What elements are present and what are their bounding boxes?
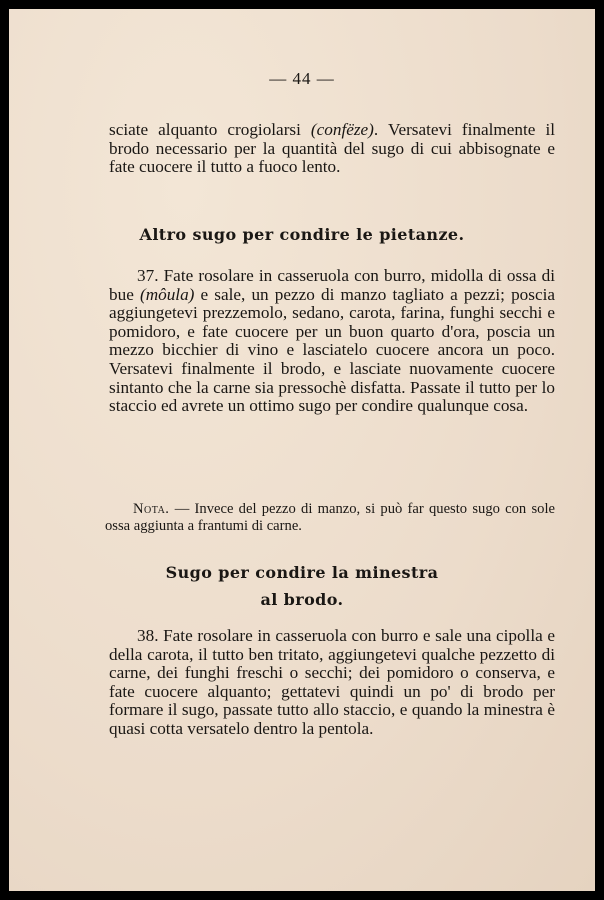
intro-text-after: . Versatevi finalmente il brodo necessario per la quantità del sugo di cui abbisognate e fate cuocere il tutto a fuoco lento. bbox=[109, 120, 555, 177]
nota-label: Nota. bbox=[133, 501, 170, 517]
heading-sugo-minestra-line1: Sugo per condire la minestra bbox=[165, 563, 439, 582]
book-page bbox=[9, 9, 595, 891]
nota-paragraph bbox=[105, 501, 555, 535]
intro-italic-term: (confëze) bbox=[310, 120, 374, 139]
heading-sugo-minestra-line2: al brodo. bbox=[260, 590, 344, 609]
recipe-37-text-before: 37. Fate rosolare in casseruola con burro, midolla di ossa di bue bbox=[109, 266, 555, 304]
recipe-37-text-after: e sale, un pezzo di manzo tagliato a pezzi; poscia aggiungetevi prezzemolo, sedano, carota, farina, funghi secchi e pomidoro, e fate cuocere per un buon quarto d'ora, poscia un mezzo bicchier di vino e lasciatelo cuocere ancora un poco. Versatevi finalmente il brodo, e lasciate nuovamente cuocere sintanto che la carne sia pressochè disfatta. Passate il tutto per lo staccio ed avrete un ottimo sugo per condire qualunque cosa. bbox=[109, 284, 555, 416]
heading-altro-sugo: Altro sugo per condire le pietanze. bbox=[139, 225, 465, 244]
recipe-38-paragraph bbox=[109, 627, 555, 739]
recipe-37-italic-term: (môula) bbox=[139, 284, 195, 304]
nota-text: — Invece del pezzo di manzo, si può far questo sugo con sole ossa aggiunta a frantumi di carne. bbox=[105, 501, 555, 534]
page-number: — 44 — bbox=[269, 69, 335, 88]
intro-paragraph bbox=[109, 121, 555, 177]
intro-text-before: sciate alquanto crogiolarsi bbox=[109, 120, 311, 139]
recipe-37-paragraph bbox=[109, 267, 555, 416]
recipe-38-text: 38. Fate rosolare in casseruola con burro e sale una cipolla e della carota, il tutto ben tritato, aggiungetevi qualche pezzetto di carne, dei funghi freschi o secchi; dei pomidoro o conserva, e fate cuocere alquanto; gettatevi quindi un po' di brodo per formare il sugo, passate tutto allo staccio, e quando la minestra è quasi cotta versatelo dentro la pentola. bbox=[109, 626, 555, 738]
